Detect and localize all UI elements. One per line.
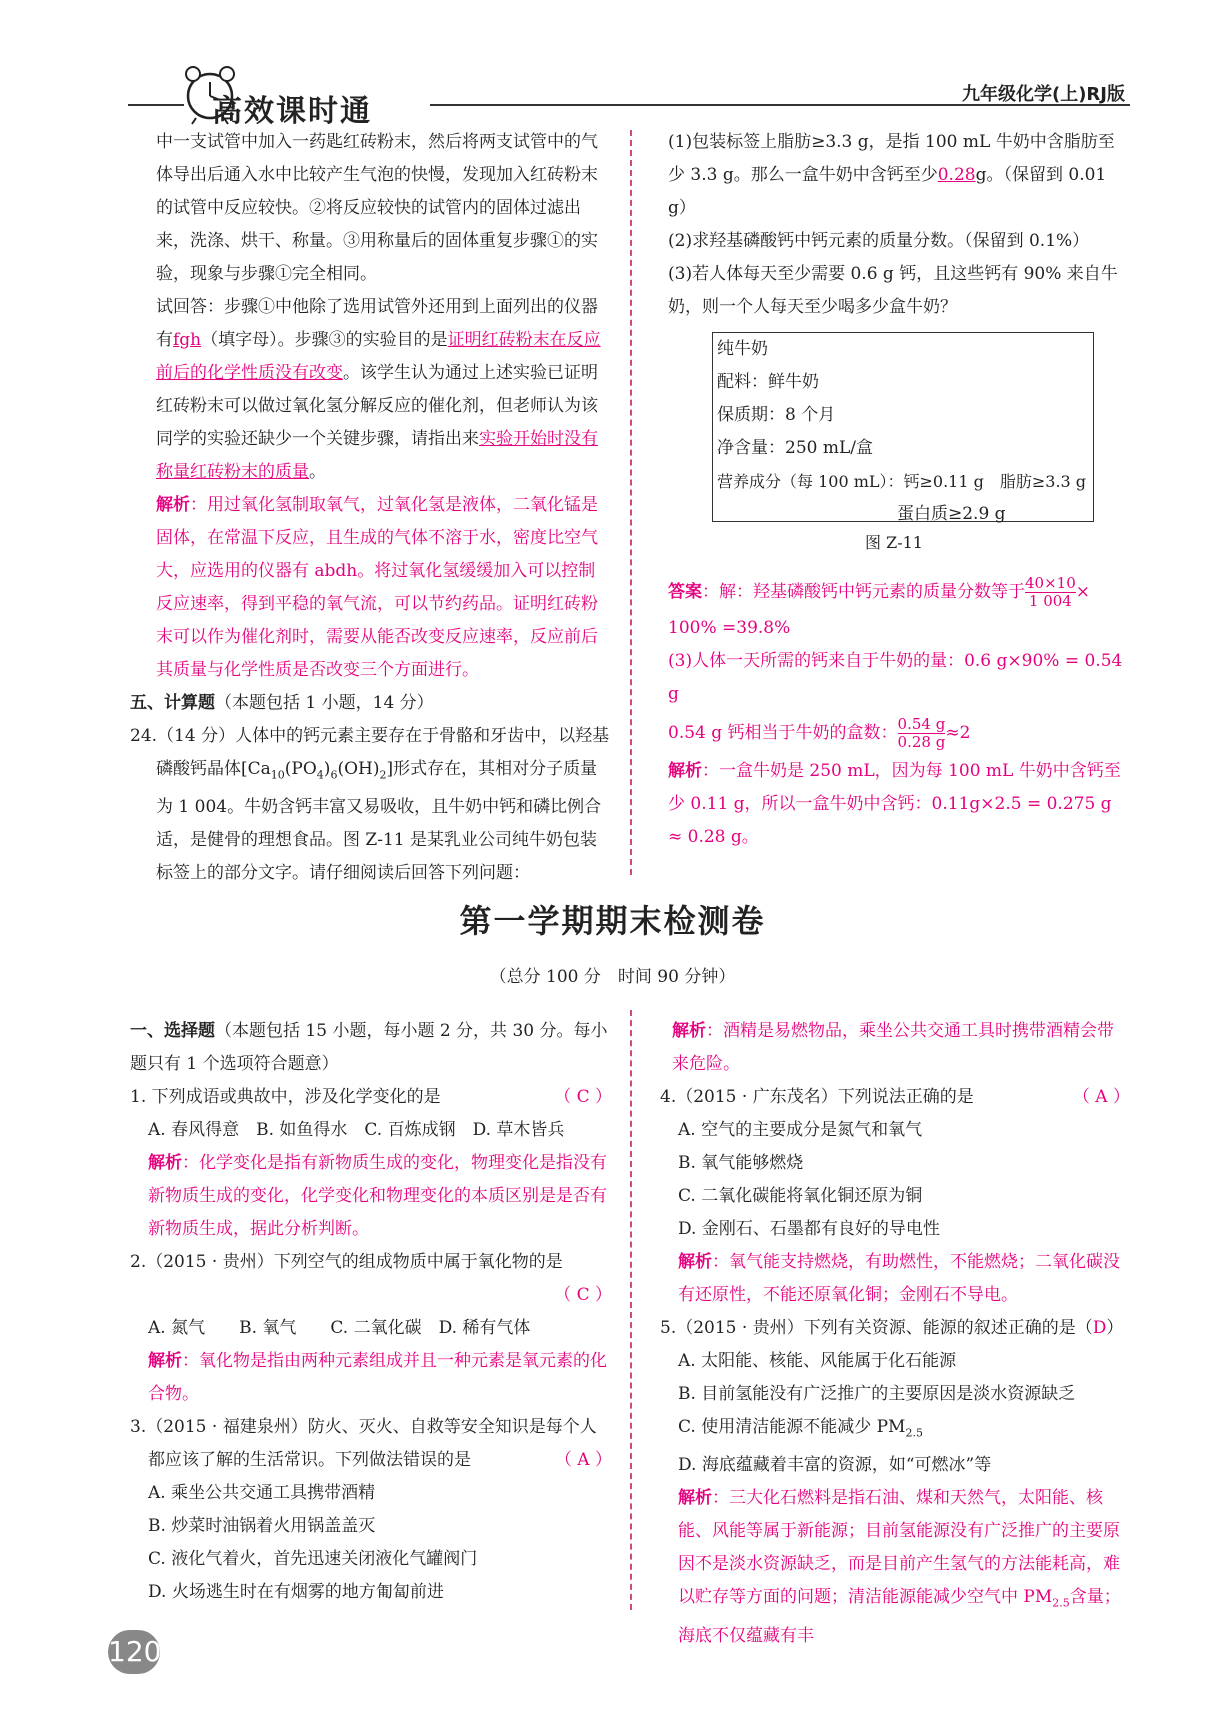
analysis-block: 解析：化学变化是指有新物质生成的变化，物理变化是指没有新物质生成的变化，化学变化和物理变化的本质区别是是否有新物质生成，据此分析判断。 xyxy=(148,1153,607,1239)
label-line: 蛋白质≥2.9 g xyxy=(897,504,1006,524)
label-line: 保质期：8 个月 xyxy=(717,405,836,425)
question-1: 1. 下列成语或典故中，涉及化学变化的是 （ C ） xyxy=(130,1081,612,1114)
question-24-2: (2)求羟基磷酸钙中钙元素的质量分数。（保留到 0.1%） xyxy=(668,231,1090,251)
answer-choice: （ A ） xyxy=(1072,1087,1130,1107)
question-24-3: (3)若人体每天至少需要 0.6 g 钙，且这些钙有 90% 来自牛奶，则一个人每天至少喝多少盒牛奶？ xyxy=(668,264,1118,317)
column-divider-top xyxy=(630,130,632,875)
option: C. 二氧化碳能将氧化铜还原为铜 xyxy=(678,1186,923,1206)
fraction-mass: $\frac{40\times 10}{1 004}$ xyxy=(1025,574,1076,610)
section-1-heading: 一、选择题（本题包括 15 小题，每小题 2 分，共 30 分。每小题只有 1 个选项符合题意） xyxy=(130,1021,608,1074)
analysis-block: 解析：一盒牛奶是 250 mL，因为每 100 mL 牛奶中含钙至少 0.11 g，所以一盒牛奶中含钙：0.11g×2.5 = 0.275 g ≈ 0.28 g。 xyxy=(668,761,1121,847)
answer-line-4: 0.54 g 钙相当于牛奶的盒数： $\frac{0.54 g}{0.28 g}$ ≈2 xyxy=(668,715,971,751)
right-top-column xyxy=(668,126,1130,324)
question-answer-text: 试回答：步骤①中他除了选用试管外还用到上面列出的仪器有fgh（填字母）。步骤③的实验目的是证明红砖粉末在反应前后的化学性质没有改变。该学生认为通过上述实验已证明红砖粉末可以做过氧化氢分解反应的催化剂，但老师认为该同学的实验还缺少一个关键步骤，请指出来实验开始时没有称量红砖粉末的质量。 xyxy=(156,297,601,482)
answer-line-3: (3)人体一天所需的钙来自于牛奶的量：0.6 g×90% = 0.54 g xyxy=(668,651,1123,704)
analysis-block: 解析：三大化石燃料是指石油、煤和天然气，太阳能、核能、风能等属于新能源；目前氢能源没有广泛推广的主要原因不是淡水资源缺乏，而是目前产生氢气的方法能耗高，难以贮存等方面的问题；清洁能源能减少空气中 $PM_{2.5}$含量；海底不仅蕴藏有丰 xyxy=(678,1488,1121,1646)
answer-choice: （ C ） xyxy=(554,1285,612,1305)
label-line: 纯牛奶 xyxy=(717,339,768,359)
question-5: 5.（2015 · 贵州）下列有关资源、能源的叙述正确的是（D） xyxy=(660,1318,1124,1338)
answer-choice: （ A ） xyxy=(554,1450,612,1470)
logo-title: 高效课时通 xyxy=(212,94,372,129)
option: B. 目前氢能没有广泛推广的主要原因是淡水资源缺乏 xyxy=(678,1384,1076,1404)
answer-purpose: 证明红砖粉末在反应前后的化学性质没有改变 xyxy=(156,330,601,383)
answer-choice: （ C ） xyxy=(554,1087,612,1107)
page-number: 120 xyxy=(108,1630,160,1674)
option: A. 空气的主要成分是氮气和氧气 xyxy=(678,1120,923,1140)
answer-line-2: 100% =39.8% xyxy=(668,618,791,638)
milk-label-box xyxy=(712,332,1094,522)
answer-line-1: 答案：解：羟基磷酸钙中钙元素的质量分数等于 $\frac{40\times 10}{1 004}$ × xyxy=(668,574,1090,610)
figure-caption: 图 Z-11 xyxy=(865,533,923,552)
grade-label: 九年级化学(上)RJ版 xyxy=(961,84,1125,105)
left-bottom-column xyxy=(130,1015,612,1609)
label-line: 营养成分（每 100 mL）：钙≥0.11 g 脂肪≥3.3 g xyxy=(717,472,1087,491)
answer-fgh: fgh xyxy=(173,330,202,350)
label-line: 配料：鲜牛奶 xyxy=(717,372,819,392)
option: D. 火场逃生时在有烟雾的地方匍匐前进 xyxy=(148,1582,444,1602)
question-3: 3.（2015 · 福建泉州）防火、灭火、自救等安全知识是每个人都应该了解的生活常识。下列做法错误的是 （ A ） xyxy=(130,1411,612,1477)
question-24: 24.（14 分）人体中的钙元素主要存在于骨骼和牙齿中，以羟基磷酸钙晶体$[Ca_{10}(PO_4)_6(OH)_2]$形式存在，其相对分子质量为 1 004。牛奶含钙丰富又易吸收，且牛奶中钙和磷比例合适，是健骨的理想食品。图 Z-11 是某乳业公司纯牛奶包装标签上的部分文字。请仔细阅读后回答下列问题： xyxy=(130,726,610,884)
option: D. 海底蕴藏着丰富的资源，如“可燃冰”等 xyxy=(678,1455,992,1476)
option: D. 金刚石、石墨都有良好的导电性 xyxy=(678,1219,940,1239)
answer-missing-step: 实验开始时没有称量红砖粉末的质量 xyxy=(156,429,598,482)
header-rule-left xyxy=(128,104,184,106)
option: B. 氧气能够燃烧 xyxy=(678,1153,804,1173)
analysis-block: 解析：氧气能支持燃烧，有助燃性，不能燃烧；二氧化碳没有还原性，不能还原氧化铜；金刚石不导电。 xyxy=(678,1252,1120,1305)
question-24-1: (1)包装标签上脂肪≥3.3 g，是指 100 mL 牛奶中含脂肪至少 3.3 g。那么一盒牛奶中含钙至少0.28g。（保留到 0.01 g） xyxy=(668,132,1115,218)
analysis-block: 解析：酒精是易燃物品，乘坐公共交通工具时携带酒精会带来危险。 xyxy=(672,1021,1114,1074)
analysis-block: 解析：氧化物是指由两种元素组成并且一种元素是氧元素的化合物。 xyxy=(148,1351,607,1404)
question-4: 4.（2015 · 广东茂名）下列说法正确的是 （ A ） xyxy=(660,1081,1130,1114)
left-top-column xyxy=(130,126,612,890)
exam-title: 第一学期期末检测卷 xyxy=(459,902,766,940)
experiment-text: 中一支试管中加入一药匙红砖粉末，然后将两支试管中的气体导出后通入水中比较产生气泡的快慢，发现加入红砖粉末的试管中反应较快。②将反应较快的试管内的固体过滤出来，洗涤、烘干、称量。③用称量后的固体重复步骤①的实验，现象与步骤①完全相同。 xyxy=(156,132,598,284)
answer-choice: D xyxy=(1092,1318,1107,1338)
question-2: 2.（2015 · 贵州）下列空气的组成物质中属于氧化物的是 xyxy=(130,1252,563,1272)
question-1-options: A. 春风得意 B. 如鱼得水 C. 百炼成钢 D. 草木皆兵 xyxy=(148,1120,565,1140)
section-5-heading: 五、计算题（本题包括 1 小题，14 分） xyxy=(130,693,434,713)
option: A. 太阳能、核能、风能属于化石能源 xyxy=(678,1351,957,1371)
question-2-options: A. 氮气 B. 氧气 C. 二氧化碳 D. 稀有气体 xyxy=(148,1318,531,1338)
label-line: 净含量：250 mL/盒 xyxy=(717,438,873,458)
analysis-block: 解析：用过氧化氢制取氧气，过氧化氢是液体，二氧化锰是固体，在常温下反应，且生成的气体不溶于水，密度比空气大，应选用的仪器有 abdh。将过氧化氢缓缓加入可以控制反应速率，得到平稳的氧气流，可以节约药品。证明红砖粉末可以作为催化剂时，需要从能否改变反应速率，反应前后其质量与化学性质是否改变三个方面进行。 xyxy=(156,495,598,680)
right-bottom-column xyxy=(660,1015,1130,1653)
option: B. 炒菜时油锅着火用锅盖盖灭 xyxy=(148,1516,376,1536)
fraction-boxes: $\frac{0.54 g}{0.28 g}$ xyxy=(897,715,946,751)
column-divider-bottom xyxy=(630,1010,632,1610)
answer-0-28: 0.28 xyxy=(937,165,976,185)
option: A. 乘坐公共交通工具携带酒精 xyxy=(148,1483,376,1503)
option: C. 液化气着火，首先迅速关闭液化气罐阀门 xyxy=(148,1549,478,1569)
option: C. 使用清洁能源不能减少 $PM_{2.5}$ xyxy=(678,1417,923,1440)
right-top-answers xyxy=(668,572,1130,854)
exam-subtitle: （总分 100 分 时间 90 分钟） xyxy=(489,967,736,987)
